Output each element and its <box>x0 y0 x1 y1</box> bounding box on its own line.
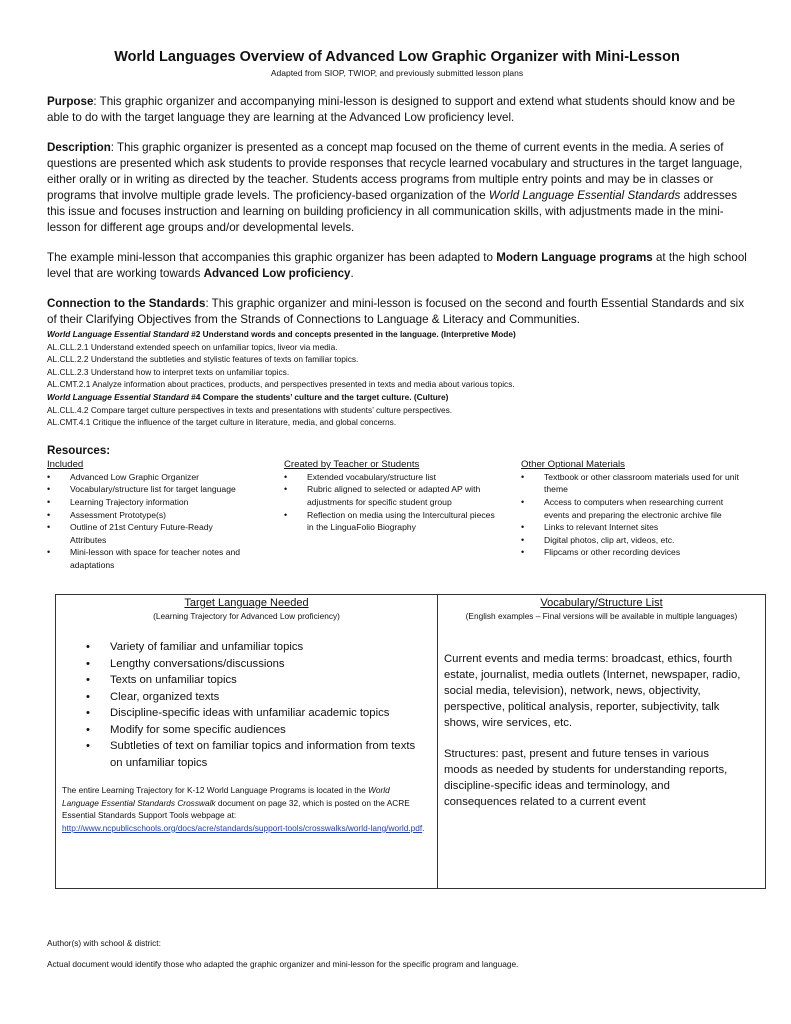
structures-text: Structures: past, present and future tenses in various moods as needed by students for understanding reports, discipline-specific ideas and terminology, and consequences related to a current event <box>444 748 728 808</box>
trajectory-end: . <box>422 822 425 833</box>
trajectory-text-1: The entire Learning Trajectory for K-12 World Language Programs is located in the <box>62 785 369 795</box>
included-heading: Included <box>47 458 84 470</box>
target-language-heading: Target Language Needed <box>184 597 309 609</box>
description-label: Description <box>47 141 111 154</box>
standard-2-item: AL.CLL.2.2 Understand the subtleties and stylistic features of texts on familiar topics. <box>47 354 359 365</box>
list-item: • Clear, organized texts <box>86 689 426 706</box>
example-text-1: The example mini-lesson that accompanies this graphic organizer has been adapted to <box>47 251 497 264</box>
standard-2-item: AL.CLL.2.1 Understand extended speech on unfamiliar topics, liveor via media. <box>47 341 338 352</box>
list-item: • Variety of familiar and unfamiliar topics <box>86 639 426 656</box>
trajectory-text-2: document on page 32, which is posted on the ACRE Essential Standards Support Tools webpage at: <box>62 797 410 821</box>
document-page <box>47 48 747 572</box>
description-italic: World Language Essential Standards <box>488 189 681 202</box>
standards-paragraph <box>47 296 747 328</box>
standard-2-heading <box>47 328 747 341</box>
list-item: • Assessment Prototype(s) <box>47 509 284 522</box>
resources-heading-text: Resources <box>47 443 107 457</box>
standard-4-item: AL.CMT.4.1 Critique the influence of the target culture in literature, media, and global concerns. <box>47 417 397 428</box>
trajectory-italic: World Language Essential Standards Crosswalk <box>62 785 390 808</box>
included-list <box>47 471 284 572</box>
description-text-1: : This graphic organizer is presented as a concept map focused on the theme of current events in the media. A series of questions are presented which ask students to provide responses that recycle learned vocabulary and structures in the target language, either orally or in writing as directed by the teacher. Students access programs from multiple entry points and may be in classes or programs that involve multiple grade levels. The proficiency-based organization of the <box>47 141 743 202</box>
example-bold-2: Advanced Low proficiency <box>203 267 351 280</box>
trajectory-note <box>62 784 427 834</box>
list-item: • Vocabulary/structure list for target language <box>47 483 284 496</box>
vocabulary-terms: Current events and media terms: broadcast, ethics, fourth estate, journalist, media outlets (Internet, newspaper, radio, social media, television), network, news, objectivity, perspective, political analysis, reporter, subjectivity, talk shows, wire services, etc. <box>444 653 741 729</box>
resources-included <box>47 458 284 572</box>
target-language-subheading: (Learning Trajectory for Advanced Low proficiency) <box>153 611 340 621</box>
example-paragraph <box>47 250 747 282</box>
resources-created <box>284 458 521 572</box>
list-item: • Learning Trajectory information <box>47 496 284 509</box>
created-heading: Created by Teacher or Students <box>284 458 420 470</box>
standard-4-bold: #4 Compare the students’ culture and the target culture. (Culture) <box>188 391 449 402</box>
authors-line: Author(s) with school & district: <box>47 938 161 948</box>
list-item: • Subtleties of text on familiar topics and information from texts on unfamiliar topics <box>86 738 426 771</box>
list-item: • Modify for some specific audiences <box>86 722 426 739</box>
list-item: • Digital photos, clip art, videos, etc. <box>521 534 747 547</box>
vocabulary-subheading: (English examples – Final versions will be available in multiple languages) <box>465 611 738 621</box>
description-text-2: addresses this issue and focuses instruction and learning on building proficiency in all communication skills, with adjustments made in the mini-lesson for different age groups and/or developmental levels. <box>47 189 738 234</box>
list-item: • Mini-lesson with space for teacher notes and adaptations <box>47 546 284 571</box>
resources-heading <box>47 443 747 458</box>
purpose-label: Purpose <box>47 95 94 108</box>
list-item: • Flipcams or other recording devices <box>521 546 747 559</box>
purpose-text: : This graphic organizer and accompanying mini-lesson is designed to support and extend what students should know and be able to do with the target language they are learning at the Advanced Low proficiency level. <box>47 95 736 124</box>
list-item: • Advanced Low Graphic Organizer <box>47 471 284 484</box>
list-item: • Lengthy conversations/discussions <box>86 656 426 673</box>
list-item: • Texts on unfamiliar topics <box>86 672 426 689</box>
list-item: • Access to computers when researching current events and preparing the electronic archive file <box>521 496 747 521</box>
vocabulary-cell <box>438 595 765 888</box>
footer-note: Actual document would identify those who adapted the graphic organizer and mini-lesson for the specific program and language. <box>47 959 519 969</box>
target-language-cell <box>56 595 438 888</box>
standard-2-bold: #2 Understand words and concepts presented in the language. (Interpretive Mode) <box>188 329 516 339</box>
standard-4-heading <box>47 391 747 404</box>
target-language-list <box>86 639 426 771</box>
standard-2-italic: World Language Essential Standard <box>47 329 189 339</box>
optional-list <box>521 471 747 559</box>
document-subtitle: Adapted from SIOP, TWIOP, and previously submitted lesson plans <box>270 68 524 78</box>
vocabulary-heading: Vocabulary/Structure List <box>540 597 663 609</box>
list-item: • Outline of 21st Century Future-Ready Attributes <box>47 521 284 546</box>
list-item: • Rubric aligned to selected or adapted AP with adjustments for specific student group <box>284 483 521 508</box>
example-text-2: at the high school level that are working towards <box>47 251 747 280</box>
list-item: • Links to relevant Internet sites <box>521 521 747 534</box>
optional-heading: Other Optional Materials <box>521 458 625 470</box>
standard-4-italic: World Language Essential Standard <box>47 391 189 402</box>
resources-columns <box>47 458 747 572</box>
list-item: • Extended vocabulary/structure list <box>284 471 521 484</box>
description-paragraph <box>47 140 747 236</box>
standards-text: : This graphic organizer and mini-lesson is focused on the second and fourth Essential Standards and six of their Clarifying Objectives from the Strands of Connections to Language & Literacy and Communities. <box>47 297 745 326</box>
created-list <box>284 471 521 534</box>
crosswalk-link[interactable]: http://www.ncpublicschools.org/docs/acre/standards/support-tools/crosswalks/world-lang/world.pdf <box>62 822 423 833</box>
list-item: • Discipline-specific ideas with unfamiliar academic topics <box>86 705 426 722</box>
standard-2-item: AL.CMT.2.1 Analyze information about practices, products, and perspectives presented in texts and media about various topics. <box>47 379 515 390</box>
list-item: • Reflection on media using the Intercultural pieces in the LinguaFolio Biography <box>284 509 521 534</box>
document-title: World Languages Overview of Advanced Low Graphic Organizer with Mini-Lesson <box>114 49 680 65</box>
standard-2-item: AL.CLL.2.3 Understand how to interpret texts on unfamiliar topics. <box>47 366 290 377</box>
standard-4-item: AL.CLL.4.2 Compare target culture perspectives in texts and presentations with students’ culture perspectives. <box>47 404 453 415</box>
resources-colon: : <box>106 443 111 457</box>
example-bold-1: Modern Language programs <box>496 251 653 264</box>
example-text-3: . <box>350 267 354 280</box>
purpose-paragraph <box>47 94 747 126</box>
list-item: • Textbook or other classroom materials used for unit theme <box>521 471 747 496</box>
organizer-table <box>55 594 766 889</box>
resources-optional <box>521 458 747 572</box>
standards-label: Connection to the Standards <box>47 297 206 310</box>
